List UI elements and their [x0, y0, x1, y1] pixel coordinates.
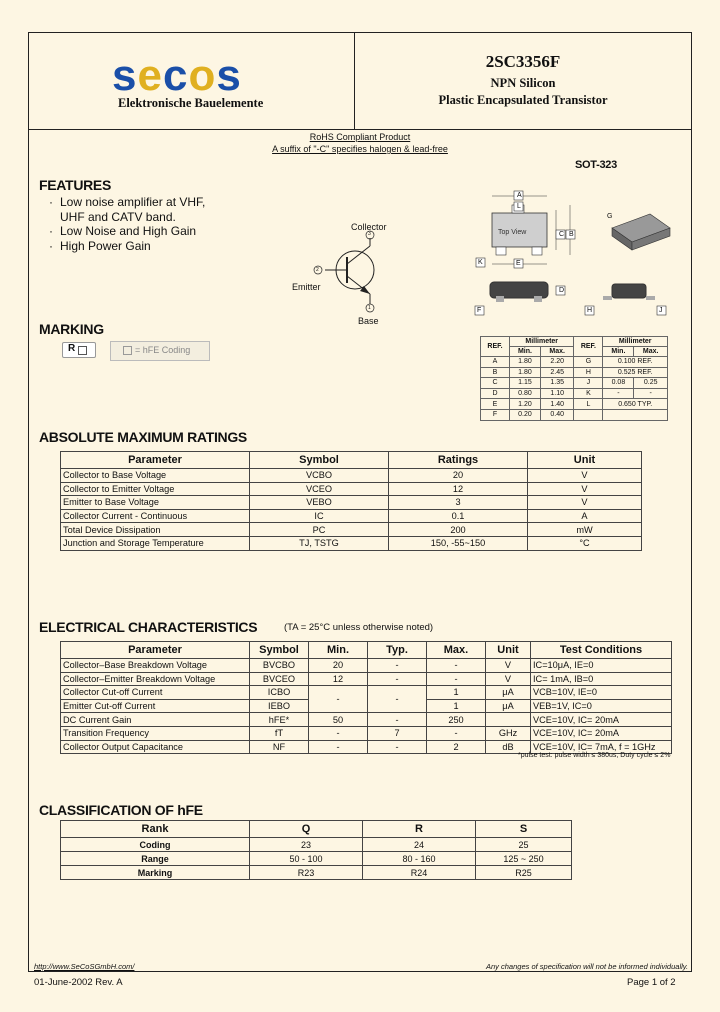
table-cell: hFE*: [250, 713, 309, 727]
table-row: [61, 821, 572, 838]
dim-row: [481, 399, 668, 410]
table-cell: 0.25: [634, 378, 668, 389]
table-cell: A: [481, 357, 510, 368]
table-cell: VCB=10V, IE=0: [531, 686, 672, 700]
transistor-type: NPN Silicon: [490, 76, 556, 90]
table-cell: Coding: [61, 838, 250, 852]
dim-row: [481, 409, 668, 420]
table-row: [61, 726, 672, 740]
table-cell: [486, 713, 531, 727]
table-cell: R23: [250, 866, 363, 880]
table-cell: 1.10: [540, 388, 573, 399]
table-cell: fT: [250, 726, 309, 740]
table-cell: A: [528, 509, 642, 523]
table-cell: V: [486, 659, 531, 673]
table-cell: Collector–Base Breakdown Voltage: [61, 659, 250, 673]
table-row: [61, 838, 572, 852]
amr-header-parameter: Parameter: [61, 452, 250, 469]
dim-header-min: Min.: [510, 347, 541, 357]
table-row: [61, 509, 642, 523]
table-cell: μA: [486, 699, 531, 713]
table-cell: Junction and Storage Temperature: [61, 536, 250, 550]
table-cell: 1.80: [510, 367, 541, 378]
table-cell: 0.650 TYP.: [603, 399, 668, 410]
dim-label-h: H: [587, 307, 593, 314]
table-cell: mW: [528, 523, 642, 537]
table-cell: 2.20: [540, 357, 573, 368]
classification-title: CLASSIFICATION OF hFE: [39, 802, 203, 818]
table-cell: R24: [363, 866, 476, 880]
table-cell: 0.40: [540, 409, 573, 420]
table-cell: J: [574, 378, 603, 389]
table-cell: Emitter Cut-off Current: [61, 699, 250, 713]
footer-url[interactable]: http://www.SeCoSGmbH.com/: [34, 962, 135, 971]
dim-label-e: E: [516, 260, 521, 267]
table-cell: Collector to Base Voltage: [61, 469, 250, 483]
table-cell: VCE=10V, IC= 20mA: [531, 713, 672, 727]
table-header-cell: Q: [250, 821, 363, 838]
ec-title: ELECTRICAL CHARACTERISTICS: [39, 619, 258, 635]
dim-header-mm: Millimeter: [510, 337, 574, 347]
table-row: [61, 482, 642, 496]
table-cell: K: [574, 388, 603, 399]
table-cell: μA: [486, 686, 531, 700]
table-cell: 0.525 REF.: [603, 367, 668, 378]
table-cell: 20: [389, 469, 528, 483]
amr-header-symbol: Symbol: [250, 452, 389, 469]
amr-title: ABSOLUTE MAXIMUM RATINGS: [39, 429, 247, 445]
table-cell: 0.08: [603, 378, 634, 389]
table-cell: 0.80: [510, 388, 541, 399]
table-cell: 12: [309, 672, 368, 686]
table-cell: 1.20: [510, 399, 541, 410]
feature-item: UHF and CATV band.: [60, 209, 176, 224]
table-cell: PC: [250, 523, 389, 537]
table-cell: 50 - 100: [250, 852, 363, 866]
table-cell: Range: [61, 852, 250, 866]
legend-text: = hFE Coding: [135, 345, 191, 355]
marking-box: [62, 342, 96, 358]
feature-item: · Low Noise and High Gain: [46, 224, 205, 239]
table-cell: G: [574, 357, 603, 368]
ec-table: [60, 641, 672, 754]
table-cell: °C: [528, 536, 642, 550]
dim-label-a: A: [517, 192, 522, 199]
table-cell: ICBO: [250, 686, 309, 700]
transistor-symbol: [285, 220, 405, 330]
marking-code: R: [68, 343, 76, 354]
footer-date: 01-June-2002 Rev. A: [34, 977, 123, 988]
table-cell: Emitter to Base Voltage: [61, 496, 250, 510]
table-cell: 23: [250, 838, 363, 852]
table-row: [61, 659, 672, 673]
dimension-table: [480, 336, 668, 421]
table-header-cell: R: [363, 821, 476, 838]
dim-label-c: C: [559, 231, 565, 238]
table-cell: 0.100 REF.: [603, 357, 668, 368]
table-cell: [603, 409, 668, 420]
table-cell: 50: [309, 713, 368, 727]
table-cell: 1.35: [540, 378, 573, 389]
table-cell: -: [309, 686, 368, 713]
table-cell: 24: [363, 838, 476, 852]
ec-header-unit: Unit: [486, 642, 531, 659]
table-cell: BVCEO: [250, 672, 309, 686]
table-cell: 0.20: [510, 409, 541, 420]
table-cell: GHz: [486, 726, 531, 740]
table-cell: Transition Frequency: [61, 726, 250, 740]
legend-square-icon: [123, 346, 132, 355]
table-cell: -: [427, 726, 486, 740]
table-cell: IC: [250, 509, 389, 523]
part-number: 2SC3356F: [485, 52, 561, 71]
table-cell: 0.1: [389, 509, 528, 523]
ec-header-max: Max.: [427, 642, 486, 659]
table-cell: Total Device Dissipation: [61, 523, 250, 537]
marking-legend: [110, 341, 210, 361]
rohs-line1: RoHS Compliant Product: [309, 132, 411, 142]
dim-header-max: Max.: [540, 347, 573, 357]
table-cell: 20: [309, 659, 368, 673]
table-cell: -: [368, 659, 427, 673]
dim-header-ref2: REF.: [574, 337, 603, 357]
table-cell: R25: [476, 866, 572, 880]
table-cell: Collector to Emitter Voltage: [61, 482, 250, 496]
table-cell: TJ, TSTG: [250, 536, 389, 550]
table-cell: 1: [427, 699, 486, 713]
table-cell: Collector Output Capacitance: [61, 740, 250, 754]
table-cell: -: [309, 740, 368, 754]
company-name: Elektronische Bauelemente: [118, 96, 264, 110]
pin-number-2: 2: [316, 267, 319, 273]
table-cell: 1.80: [510, 357, 541, 368]
secos-logo: secos: [112, 51, 242, 100]
features-list: [46, 195, 205, 253]
dim-header-max2: Max.: [634, 347, 668, 357]
table-row: [61, 866, 572, 880]
collector-label: Collector: [351, 222, 387, 232]
table-row: [61, 469, 642, 483]
table-cell: VEB=1V, IC=0: [531, 699, 672, 713]
feature-item: · High Power Gain: [46, 239, 205, 254]
dim-row: [481, 378, 668, 389]
table-cell: VCBO: [250, 469, 389, 483]
dim-header-ref: REF.: [481, 337, 510, 357]
features-title: FEATURES: [39, 177, 112, 193]
table-cell: 250: [427, 713, 486, 727]
table-cell: F: [481, 409, 510, 420]
ec-header-min: Min.: [309, 642, 368, 659]
dim-label-l: L: [517, 203, 521, 210]
dim-label-k: K: [478, 259, 483, 266]
feature-item: · Low noise amplifier at VHF,: [46, 195, 205, 210]
top-view-label: Top View: [498, 229, 527, 236]
table-cell: IEBO: [250, 699, 309, 713]
table-row: [61, 686, 672, 700]
classification-table: [60, 820, 572, 880]
amr-header-ratings: Ratings: [389, 452, 528, 469]
transistor-description: Plastic Encapsulated Transistor: [438, 93, 608, 107]
table-cell: -: [634, 388, 668, 399]
base-label: Base: [358, 316, 379, 326]
table-cell: -: [309, 726, 368, 740]
table-cell: V: [528, 496, 642, 510]
table-cell: 25: [476, 838, 572, 852]
ec-header-conditions: Test Conditions: [531, 642, 672, 659]
table-row: [61, 496, 642, 510]
table-cell: H: [574, 367, 603, 378]
table-cell: V: [528, 469, 642, 483]
amr-header-unit: Unit: [528, 452, 642, 469]
table-cell: 200: [389, 523, 528, 537]
table-cell: VCEO: [250, 482, 389, 496]
dim-label-f: F: [477, 307, 482, 314]
dim-label-d: D: [559, 287, 565, 294]
ec-condition-note: (TA = 25°C unless otherwise noted): [284, 622, 434, 633]
table-cell: BVCBO: [250, 659, 309, 673]
table-cell: Collector Current - Continuous: [61, 509, 250, 523]
dim-label-j: J: [659, 307, 663, 314]
table-cell: IC=10μA, IE=0: [531, 659, 672, 673]
table-cell: -: [368, 686, 427, 713]
table-row: [61, 713, 672, 727]
dim-label-g: G: [607, 213, 613, 220]
table-cell: -: [427, 659, 486, 673]
ec-header-typ: Typ.: [368, 642, 427, 659]
table-cell: -: [427, 672, 486, 686]
footer-page: Page 1 of 2: [627, 977, 676, 988]
rohs-line2: A suffix of "-C" specifies halogen & lead-free: [272, 144, 448, 154]
pin-number-1: 1: [368, 305, 371, 311]
table-cell: NF: [250, 740, 309, 754]
table-cell: 1.15: [510, 378, 541, 389]
table-cell: 1: [427, 686, 486, 700]
table-cell: VEBO: [250, 496, 389, 510]
marking-title: MARKING: [39, 321, 104, 337]
table-cell: VCE=10V, IC= 7mA, f = 1GHz: [531, 740, 672, 754]
table-cell: 125 ~ 250: [476, 852, 572, 866]
dim-header-mm2: Millimeter: [603, 337, 668, 347]
table-cell: -: [368, 740, 427, 754]
table-cell: -: [368, 672, 427, 686]
table-cell: E: [481, 399, 510, 410]
dim-row: [481, 357, 668, 368]
table-cell: D: [481, 388, 510, 399]
table-cell: B: [481, 367, 510, 378]
dim-row: [481, 367, 668, 378]
table-cell: VCE=10V, IC= 20mA: [531, 726, 672, 740]
ec-header-symbol: Symbol: [250, 642, 309, 659]
table-cell: [574, 409, 603, 420]
table-cell: 80 - 160: [363, 852, 476, 866]
table-cell: 7: [368, 726, 427, 740]
table-row: [61, 536, 642, 550]
table-cell: V: [528, 482, 642, 496]
dim-header-min2: Min.: [603, 347, 634, 357]
table-header-cell: S: [476, 821, 572, 838]
table-row: [61, 523, 642, 537]
table-cell: -: [368, 713, 427, 727]
table-cell: dB: [486, 740, 531, 754]
pulse-test-note: *pulse test: pulse width ≤ 380us, Duty cycle ≤ 2%: [518, 752, 671, 759]
emitter-label: Emitter: [292, 282, 321, 292]
table-cell: 2.45: [540, 367, 573, 378]
table-row: [61, 852, 572, 866]
table-cell: L: [574, 399, 603, 410]
table-cell: C: [481, 378, 510, 389]
marking-square-icon: [78, 346, 87, 355]
table-cell: -: [603, 388, 634, 399]
package-name: SOT-323: [575, 159, 617, 171]
table-cell: 2: [427, 740, 486, 754]
pin-number-3: 3: [368, 231, 371, 237]
table-cell: IC= 1mA, IB=0: [531, 672, 672, 686]
table-cell: 1.40: [540, 399, 573, 410]
dim-label-b: B: [569, 231, 574, 238]
footer-disclaimer: Any changes of specification will not be informed individually.: [486, 962, 689, 971]
table-cell: 3: [389, 496, 528, 510]
ec-header-parameter: Parameter: [61, 642, 250, 659]
table-header-cell: Rank: [61, 821, 250, 838]
table-row: [61, 672, 672, 686]
table-cell: 12: [389, 482, 528, 496]
amr-table: [60, 451, 642, 551]
table-cell: Collector Cut-off Current: [61, 686, 250, 700]
table-cell: 150, -55~150: [389, 536, 528, 550]
table-cell: DC Current Gain: [61, 713, 250, 727]
table-cell: Collector–Emitter Breakdown Voltage: [61, 672, 250, 686]
package-outline-drawing: [472, 188, 682, 320]
table-cell: V: [486, 672, 531, 686]
dim-row: [481, 388, 668, 399]
table-cell: Marking: [61, 866, 250, 880]
